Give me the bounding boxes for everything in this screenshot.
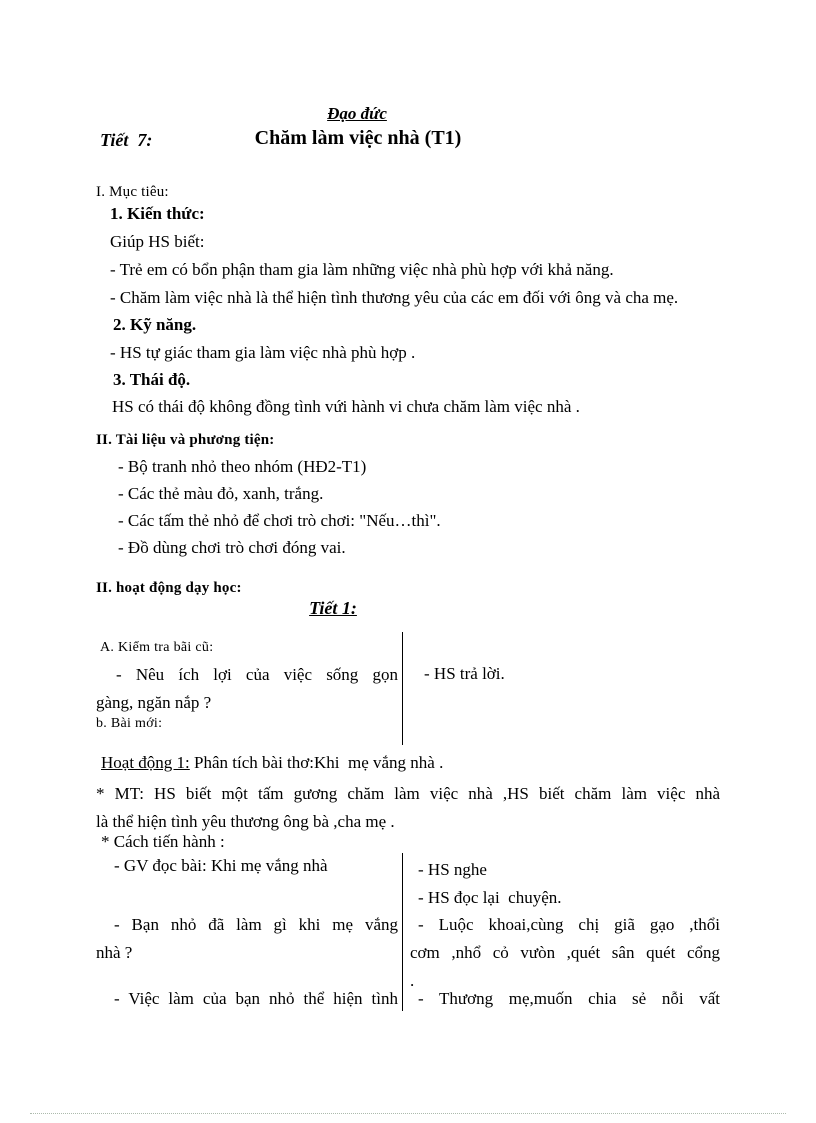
- student-response-2-line-3: .: [410, 971, 415, 990]
- activities-heading: II. hoạt động dạy học:: [96, 580, 242, 596]
- attitude-text: HS có thái độ không đồng tình vứi hành vi chưa chăm làm việc nhà .: [112, 397, 580, 416]
- activity1-label: Hoạt động 1:: [101, 753, 190, 772]
- materials-item-4: - Đồ dùng chơi trò chơi đóng vai.: [118, 538, 346, 557]
- materials-item-2: - Các thẻ màu đỏ, xanh, trắng.: [118, 484, 324, 503]
- activity1-goal-line-1: * MT: HS biết một tấm gương chăm làm việc nhà ,HS biết chăm làm việc nhà: [96, 784, 720, 803]
- objectives-bullet-1: - Trẻ em có bổn phận tham gia làm những việc nhà phù hợp với khả năng.: [110, 260, 614, 279]
- teacher-question-2: [96, 911, 398, 967]
- check-question: [96, 661, 398, 717]
- student-response-2-line-2: cơm ,nhổ cỏ vưòn ,quét sân quét cổng: [410, 943, 720, 962]
- attitude-heading: 3. Thái độ.: [113, 370, 191, 389]
- activity1-title-rest: Phân tích bài thơ:Khi mẹ vắng nhà .: [189, 753, 444, 772]
- activity1-goal: [96, 780, 720, 836]
- lesson-title: Chăm làm việc nhà (T1): [254, 127, 462, 149]
- student-response-2-line-1: - Luộc khoai,cùng chị giã gạo ,thổi: [418, 915, 720, 934]
- student-response-2: [410, 911, 720, 995]
- new-lesson-heading: b. Bài mới:: [96, 716, 163, 731]
- student-response-3: [410, 985, 720, 1013]
- table2-column-divider: [402, 853, 403, 1011]
- activity1-goal-line-2: là thể hiện tình yêu thương ông bà ,cha mẹ .: [96, 812, 395, 831]
- student-response-1-line-2: - HS đọc lại chuyện.: [418, 888, 562, 907]
- teacher-question-3-line-1: - Việc làm của bạn nhỏ thể hiện tình: [114, 989, 398, 1008]
- check-question-line-1: - Nêu ích lợi của việc sống gọn: [116, 665, 398, 684]
- materials-item-1: - Bộ tranh nhỏ theo nhóm (HĐ2-T1): [118, 457, 367, 476]
- check-question-line-2: gàng, ngăn nắp ?: [96, 693, 212, 712]
- teacher-question-2-line-1: - Bạn nhỏ đã làm gì khi mẹ vắng: [114, 915, 398, 934]
- skill-bullet: - HS tự giác tham gia làm việc nhà phù hợp .: [110, 343, 416, 362]
- teacher-action-1: - GV đọc bài: Khi mẹ vắng nhà: [114, 856, 328, 875]
- teacher-question-2-line-2: nhà ?: [96, 943, 133, 962]
- teacher-question-3: [96, 985, 398, 1013]
- knowledge-heading: 1. Kiến thức:: [110, 204, 205, 223]
- materials-heading: II. Tài liệu và phương tiện:: [96, 432, 275, 448]
- objectives-bullet-2: - Chăm làm việc nhà là thể hiện tình thương yêu của các em đối với ông và cha mẹ.: [110, 288, 679, 307]
- subject-title: Đạo đức: [327, 104, 387, 123]
- activity1-method-label: * Cách tiến hành :: [101, 832, 225, 851]
- objectives-intro: Giúp HS biết:: [110, 232, 205, 251]
- student-response-1: [410, 856, 720, 912]
- materials-item-3: - Các tấm thẻ nhỏ để chơi trò chơi: "Nếu…thì".: [118, 511, 441, 530]
- activity1-title: [101, 753, 443, 773]
- check-old-lesson-heading: A. Kiểm tra bãi cũ:: [100, 640, 214, 655]
- student-answer: - HS trả lời.: [424, 664, 505, 683]
- skill-heading: 2. Kỹ năng.: [113, 315, 197, 334]
- student-response-3-line-1: - Thương mẹ,muốn chia sẻ nỗi vất: [418, 989, 720, 1008]
- table1-column-divider: [402, 632, 403, 745]
- footer-dotted-rule: [30, 1113, 786, 1114]
- tiet1-label: Tiết 1:: [309, 598, 357, 618]
- objectives-heading: I. Mục tiêu:: [96, 184, 169, 200]
- student-response-1-line-1: - HS nghe: [418, 860, 487, 879]
- period-label: Tiết 7:: [100, 130, 153, 150]
